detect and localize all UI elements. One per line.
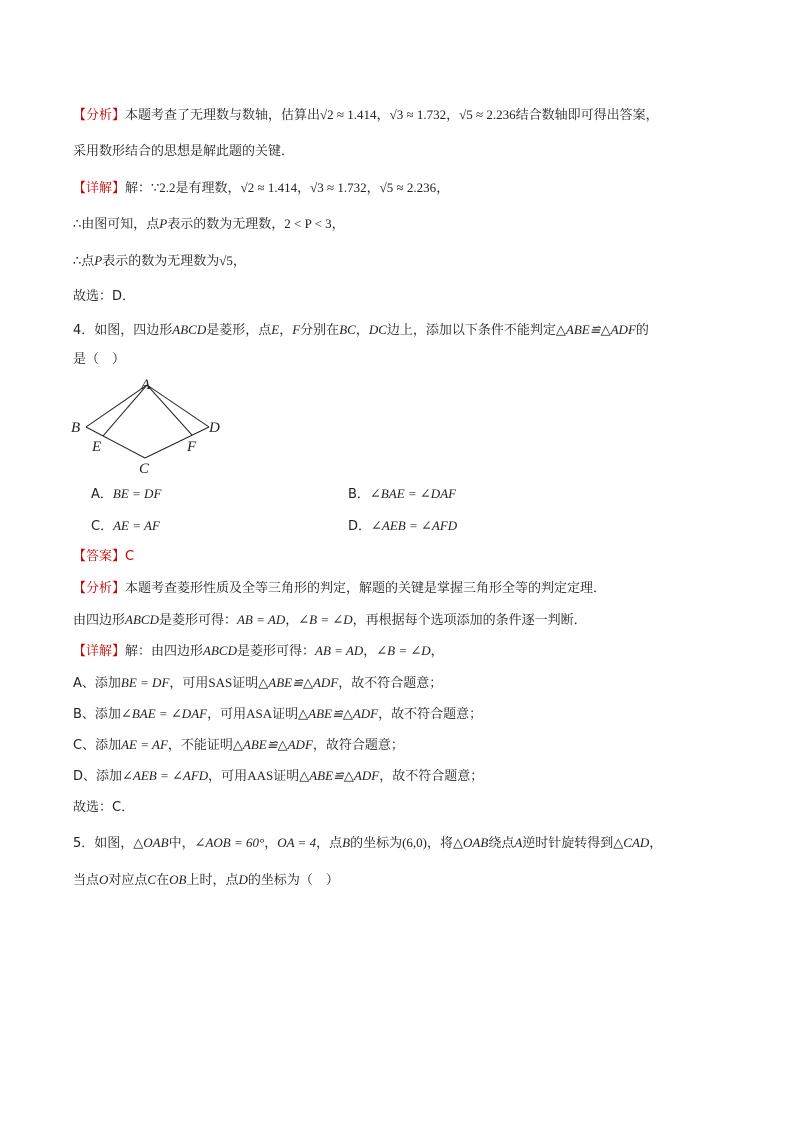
- label-c: C: [139, 461, 150, 477]
- segment-af: [147, 385, 192, 435]
- q4-detail-item-c: C、添加AE = AF，不能证明△ABE≌△ADF，故符合题意；: [73, 737, 404, 753]
- rhombus-figure: [66, 372, 236, 480]
- q4-stem-line1: 4．如图，四边形ABCD是菱形，点E，F分别在BC，DC边上，添加以下条件不能判定△ABE≌△ADF的: [73, 322, 649, 338]
- q4-analysis-line2: 由四边形ABCD是菱形可得：AB = AD，∠B = ∠D，再根据每个选项添加的条件逐一判断．: [73, 612, 587, 628]
- q5-stem-line1: 5．如图，△OAB中，∠AOB = 60°，OA = 4，点B的坐标为(6,0)，将△OAB绕点A逆时针旋转得到△CAD，: [73, 835, 663, 851]
- q4-detail-item-a: A、添加BE = DF，可用SAS证明△ABE≌△ADF，故不符合题意；: [73, 675, 443, 691]
- q4-choice: 故选：C．: [73, 800, 135, 815]
- segment-cd: [145, 427, 209, 458]
- q4-answer: 【答案】C: [73, 549, 135, 564]
- q4-detail-item-d: D、添加∠AEB = ∠AFD，可用AAS证明△ABE≌△ADF，故不符合题意；: [73, 768, 484, 784]
- analysis-tag: 【分析】: [73, 108, 126, 123]
- label-e: E: [92, 439, 102, 455]
- q3-choice: 故选：D．: [73, 289, 136, 304]
- q5-stem-line2: 当点O对应点C在OB上时，点D的坐标为（ ）: [73, 872, 339, 888]
- q3-detail-line2: ∴由图可知，点P表示的数为无理数，2 < P < 3，: [73, 216, 345, 232]
- q3-detail-line1: 【详解】解：∵2.2是有理数，√2 ≈ 1.414，√3 ≈ 1.732，√5 ≈ 2.236，: [73, 180, 450, 196]
- option-c: C．AE = AF: [91, 518, 160, 534]
- label-d: D: [209, 420, 220, 436]
- q4-stem-line2: 是（ ）: [73, 352, 126, 367]
- option-b: B．∠BAE = ∠DAF: [348, 486, 457, 502]
- detail-tag: 【详解】: [73, 181, 126, 196]
- segment-ad: [147, 385, 209, 427]
- q4-detail-line1: 【详解】解：由四边形ABCD是菱形可得：AB = AD，∠B = ∠D，: [73, 643, 444, 659]
- label-f: F: [187, 439, 197, 455]
- detail-tag: 【详解】: [73, 644, 126, 659]
- q4-analysis-line1: 【分析】本题考查菱形性质及全等三角形的判定，解题的关键是掌握三角形全等的判定定理．: [73, 581, 607, 596]
- label-b: B: [71, 420, 81, 436]
- option-d: D．∠AEB = ∠AFD: [348, 518, 458, 534]
- q4-detail-item-b: B、添加∠BAE = ∠DAF，可用ASA证明△ABE≌△ADF，故不符合题意；: [73, 706, 483, 722]
- q3-analysis-line1: 【分析】本题考查了无理数与数轴，估算出√2 ≈ 1.414，√3 ≈ 1.732，√5 ≈ 2.236结合数轴即可得出答案，: [73, 107, 659, 123]
- analysis-tag: 【分析】: [73, 581, 126, 596]
- option-a: A．BE = DF: [91, 486, 162, 502]
- label-a: A: [141, 377, 151, 393]
- q3-detail-line3: ∴点P表示的数为无理数为√5，: [73, 253, 246, 269]
- q3-analysis-line2: 采用数形结合的思想是解此题的关键．: [73, 144, 295, 159]
